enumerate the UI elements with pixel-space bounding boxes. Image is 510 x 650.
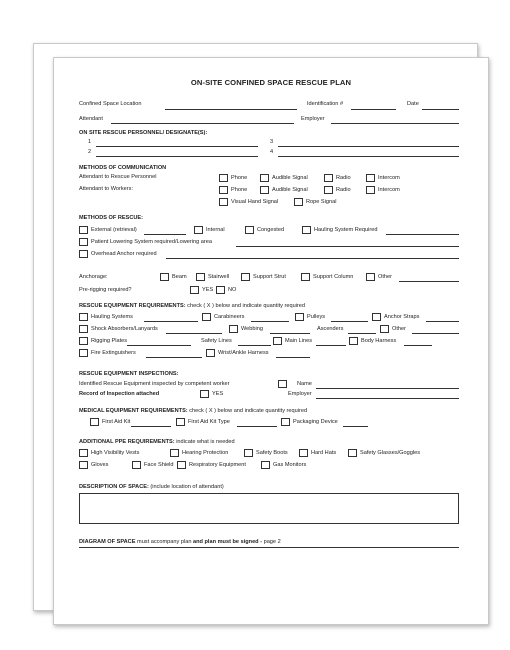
equip-carabineers-checkbox[interactable] bbox=[202, 313, 211, 321]
medical-kit-type-checkbox[interactable] bbox=[176, 418, 185, 426]
diagram-note-page: page 2 bbox=[263, 539, 281, 545]
equip-wrist-label: Wrist/Ankle Harness bbox=[218, 350, 269, 356]
ppe-vests-label: High Visibility Vests bbox=[91, 450, 140, 456]
equip-other-label: Other bbox=[392, 326, 406, 332]
ppe-glasses-checkbox[interactable] bbox=[348, 449, 357, 457]
diagram-note-signed: and plan must be signed - bbox=[193, 539, 263, 545]
rescue-internal-checkbox[interactable] bbox=[194, 226, 203, 234]
anchorage-beam-label: Beam bbox=[172, 274, 187, 280]
ppe-hard-hats-label: Hard Hats bbox=[311, 450, 337, 456]
equip-main-lines-checkbox[interactable] bbox=[273, 337, 282, 345]
ppe-respiratory-label: Respiratory Equipment bbox=[189, 462, 246, 468]
comm-workers-phone-checkbox[interactable] bbox=[219, 186, 228, 194]
ppe-gas-monitors-checkbox[interactable] bbox=[261, 461, 270, 469]
ppe-heading-note: indicate what is needed bbox=[176, 439, 235, 445]
equip-hauling-label: Hauling Systems bbox=[91, 314, 133, 320]
medical-packaging-label: Packaging Device bbox=[293, 419, 338, 425]
ppe-hearing-label: Hearing Protection bbox=[182, 450, 229, 456]
medical-packaging-qty[interactable] bbox=[343, 426, 368, 427]
equip-body-harness-label: Body Harness bbox=[361, 338, 397, 344]
anchorage-other-checkbox[interactable] bbox=[366, 273, 375, 281]
comm-rescue-phone-checkbox[interactable] bbox=[219, 174, 228, 182]
medical-heading-title: MEDICAL EQUIPMENT REQUIREMENTS: bbox=[79, 408, 188, 414]
comm-rescue-audible-checkbox[interactable] bbox=[260, 174, 269, 182]
inspections-name-label: Name bbox=[297, 381, 312, 387]
comm-workers-audible-checkbox[interactable] bbox=[260, 186, 269, 194]
medical-heading bbox=[79, 408, 307, 415]
anchorage-other-label: Other bbox=[378, 274, 392, 280]
comm-rescue-intercom-checkbox[interactable] bbox=[366, 174, 375, 182]
location-label: Confined Space Location bbox=[79, 101, 142, 107]
ppe-gas-monitors-label: Gas Monitors bbox=[273, 462, 307, 468]
equipment-heading bbox=[79, 303, 305, 310]
ppe-hearing-checkbox[interactable] bbox=[170, 449, 179, 457]
comm-visual-checkbox[interactable] bbox=[219, 198, 228, 206]
ppe-gloves-checkbox[interactable] bbox=[79, 461, 88, 469]
location-field[interactable] bbox=[165, 109, 297, 110]
ppe-heading-title: ADDITIONAL PPE REQUIREMENTS: bbox=[79, 439, 175, 445]
diagram-note-title: DIAGRAM OF SPACE bbox=[79, 539, 136, 545]
equip-carabineers-label: Carabineers bbox=[214, 314, 245, 320]
equip-safety-lines-qty[interactable] bbox=[238, 345, 271, 346]
rescue-congested-checkbox[interactable] bbox=[245, 226, 254, 234]
anchorage-label: Anchorage: bbox=[79, 274, 108, 280]
equip-shock-label: Shock Absorbers/Lanyards bbox=[91, 326, 158, 332]
inspections-identified-label: Identified Rescue Equipment inspected by competent worker bbox=[79, 381, 230, 387]
medical-kit-type-label: First Aid Kit Type bbox=[188, 419, 230, 425]
rescue-external-line bbox=[144, 234, 186, 235]
inspections-identified-checkbox[interactable] bbox=[278, 380, 287, 388]
rescue-internal-label: Internal bbox=[206, 227, 225, 233]
equip-pulleys-checkbox[interactable] bbox=[295, 313, 304, 321]
anchorage-strut-label: Support Strut bbox=[253, 274, 286, 280]
comm-workers-radio-checkbox[interactable] bbox=[324, 186, 333, 194]
personnel-field-1[interactable] bbox=[96, 146, 258, 147]
rescue-patient-checkbox[interactable] bbox=[79, 238, 88, 246]
diagram-note-text: must accompany plan bbox=[137, 539, 192, 545]
equip-wrist-qty[interactable] bbox=[276, 357, 310, 358]
employer-label: Employer bbox=[301, 116, 325, 122]
medical-packaging-checkbox[interactable] bbox=[281, 418, 290, 426]
equipment-heading-title: RESCUE EQUIPMENT REQUIREMENTS: bbox=[79, 303, 186, 309]
comm-rope-checkbox[interactable] bbox=[294, 198, 303, 206]
equip-pulleys-qty[interactable] bbox=[331, 321, 368, 322]
rescue-hauling-line bbox=[386, 234, 459, 235]
form-page bbox=[53, 57, 489, 625]
personnel-number-4: 4 bbox=[270, 149, 274, 155]
medical-kit-type-qty[interactable] bbox=[237, 426, 277, 427]
comm-rescue-label: Attendant to Rescue Personnel bbox=[79, 174, 157, 180]
equip-body-harness-qty[interactable] bbox=[404, 345, 432, 346]
diagram-underline bbox=[79, 547, 459, 548]
equip-body-harness-checkbox[interactable] bbox=[349, 337, 358, 345]
rescue-hauling-checkbox[interactable] bbox=[302, 226, 311, 234]
description-heading bbox=[79, 484, 224, 491]
date-field[interactable] bbox=[422, 109, 459, 110]
equip-shock-qty[interactable] bbox=[166, 333, 222, 334]
comm-rescue-radio-checkbox[interactable] bbox=[324, 174, 333, 182]
equip-rigging-label: Rigging Plates bbox=[91, 338, 128, 344]
prerig-no-checkbox[interactable] bbox=[216, 286, 225, 294]
anchorage-other-line[interactable] bbox=[399, 281, 459, 282]
ppe-heading bbox=[79, 439, 235, 446]
prerig-yes-label: YES bbox=[202, 287, 214, 293]
rescue-external-label: External (retrieval) bbox=[91, 227, 137, 233]
equip-other-qty[interactable] bbox=[412, 333, 459, 334]
inspections-record-yes-label: YES bbox=[212, 391, 224, 397]
comm-workers-phone-label: Phone bbox=[231, 187, 248, 193]
anchorage-beam-checkbox[interactable] bbox=[160, 273, 169, 281]
inspections-heading: RESCUE EQUIPMENT INSPECTIONS: bbox=[79, 371, 179, 377]
comm-workers-audible-label: Audible Signal bbox=[272, 187, 308, 193]
ppe-respiratory-checkbox[interactable] bbox=[177, 461, 186, 469]
ppe-boots-checkbox[interactable] bbox=[244, 449, 253, 457]
equipment-heading-note: check ( X ) below and indicate quantity required bbox=[187, 303, 306, 309]
attendant-label: Attendant bbox=[79, 116, 103, 122]
equip-pulleys-label: Pulleys bbox=[307, 314, 326, 320]
comm-visual-label: Visual Hand Signal bbox=[231, 199, 279, 205]
rescue-patient-line[interactable] bbox=[236, 246, 459, 247]
form-title: ON-SITE CONFINED SPACE RESCUE PLAN bbox=[190, 78, 352, 87]
comm-workers-intercom-checkbox[interactable] bbox=[366, 186, 375, 194]
comm-workers-radio-label: Radio bbox=[336, 187, 351, 193]
inspections-record-yes-checkbox[interactable] bbox=[200, 390, 209, 398]
rescue-overhead-checkbox[interactable] bbox=[79, 250, 88, 258]
identification-field[interactable] bbox=[351, 109, 396, 110]
equip-carabineers-qty[interactable] bbox=[251, 321, 289, 322]
equip-ascenders-qty[interactable] bbox=[348, 333, 376, 334]
comm-workers-label: Attendant to Workers: bbox=[79, 186, 133, 192]
medical-heading-note: check ( X ) below and indicate quantity required bbox=[189, 408, 308, 414]
ppe-vests-checkbox[interactable] bbox=[79, 449, 88, 457]
description-box[interactable] bbox=[79, 493, 459, 524]
communication-heading: METHODS OF COMMUNICATION bbox=[79, 165, 167, 171]
equip-anchor-straps-label: Anchor Straps bbox=[384, 314, 420, 320]
comm-workers-intercom-label: Intercom bbox=[378, 187, 400, 193]
ppe-gloves-label: Gloves bbox=[91, 462, 109, 468]
equip-main-lines-label: Main Lines bbox=[285, 338, 313, 344]
rescue-external-checkbox[interactable] bbox=[79, 226, 88, 234]
identification-label: Identification # bbox=[307, 101, 344, 107]
anchorage-column-checkbox[interactable] bbox=[301, 273, 310, 281]
anchorage-strut-checkbox[interactable] bbox=[241, 273, 250, 281]
equip-rigging-qty[interactable] bbox=[127, 345, 191, 346]
equip-anchor-straps-checkbox[interactable] bbox=[372, 313, 381, 321]
personnel-heading: ON SITE RESCUE PERSONNEL/ DESIGNATE(S): bbox=[79, 130, 208, 136]
prerig-no-label: NO bbox=[228, 287, 237, 293]
equip-fire-qty[interactable] bbox=[146, 357, 202, 358]
anchorage-stairwell-checkbox[interactable] bbox=[196, 273, 205, 281]
rescue-heading: METHODS OF RESCUE: bbox=[79, 215, 144, 221]
ppe-face-shield-label: Face Shield bbox=[144, 462, 174, 468]
equip-webbing-qty[interactable] bbox=[270, 333, 310, 334]
equip-webbing-label: Webbing bbox=[241, 326, 263, 332]
equip-fire-checkbox[interactable] bbox=[79, 349, 88, 357]
medical-first-aid-qty[interactable] bbox=[131, 426, 171, 427]
inspections-name-field[interactable] bbox=[316, 388, 459, 389]
diagram-note bbox=[79, 539, 281, 546]
rescue-patient-label: Patient Lowering System required/Lowering area bbox=[91, 239, 212, 245]
description-heading-note: (include location of attendant) bbox=[150, 484, 224, 490]
equip-shock-checkbox[interactable] bbox=[79, 325, 88, 333]
description-heading-title: DESCRIPTION OF SPACE: bbox=[79, 484, 149, 490]
equip-other-checkbox[interactable] bbox=[380, 325, 389, 333]
ppe-boots-label: Safety Boots bbox=[256, 450, 288, 456]
equip-anchor-straps-qty[interactable] bbox=[426, 321, 459, 322]
equip-ascenders-label: Ascenders bbox=[317, 326, 344, 332]
anchorage-column-label: Support Column bbox=[313, 274, 354, 280]
rescue-overhead-label: Overhead Anchor required bbox=[91, 251, 157, 257]
equip-main-lines-qty[interactable] bbox=[316, 345, 346, 346]
personnel-field-4[interactable] bbox=[278, 156, 459, 157]
equip-rigging-checkbox[interactable] bbox=[79, 337, 88, 345]
inspections-record-label: Record of Inspection attached bbox=[79, 391, 160, 397]
equip-wrist-checkbox[interactable] bbox=[206, 349, 215, 357]
comm-rescue-phone-label: Phone bbox=[231, 175, 248, 181]
comm-rope-label: Rope Signal bbox=[306, 199, 337, 205]
comm-rescue-intercom-label: Intercom bbox=[378, 175, 400, 181]
ppe-face-shield-checkbox[interactable] bbox=[132, 461, 141, 469]
rescue-overhead-line[interactable] bbox=[166, 258, 459, 259]
equip-fire-label: Fire Extinguishers bbox=[91, 350, 136, 356]
attendant-field[interactable] bbox=[111, 123, 294, 124]
comm-rescue-audible-label: Audible Signal bbox=[272, 175, 308, 181]
equip-safety-lines-label: Safety Lines bbox=[201, 338, 232, 344]
inspections-employer-label: Employer bbox=[288, 391, 312, 397]
ppe-glasses-label: Safety Glasses/Goggles bbox=[360, 450, 421, 456]
rescue-hauling-label: Hauling System Required bbox=[314, 227, 378, 233]
personnel-number-3: 3 bbox=[270, 139, 274, 145]
equip-hauling-qty[interactable] bbox=[144, 321, 198, 322]
personnel-field-2[interactable] bbox=[96, 156, 258, 157]
medical-first-aid-checkbox[interactable] bbox=[90, 418, 99, 426]
equip-hauling-checkbox[interactable] bbox=[79, 313, 88, 321]
comm-rescue-radio-label: Radio bbox=[336, 175, 351, 181]
personnel-number-2: 2 bbox=[88, 149, 92, 155]
equip-webbing-checkbox[interactable] bbox=[229, 325, 238, 333]
prerig-yes-checkbox[interactable] bbox=[190, 286, 199, 294]
medical-first-aid-label: First Aid Kit bbox=[102, 419, 131, 425]
personnel-number-1: 1 bbox=[88, 139, 92, 145]
personnel-field-3[interactable] bbox=[278, 146, 459, 147]
prerig-label: Pre-rigging required? bbox=[79, 287, 132, 293]
employer-field[interactable] bbox=[331, 123, 459, 124]
ppe-hard-hats-checkbox[interactable] bbox=[299, 449, 308, 457]
anchorage-stairwell-label: Stairwell bbox=[208, 274, 230, 280]
rescue-congested-label: Congested bbox=[257, 227, 285, 233]
date-label: Date bbox=[407, 101, 419, 107]
inspections-employer-field[interactable] bbox=[316, 398, 459, 399]
